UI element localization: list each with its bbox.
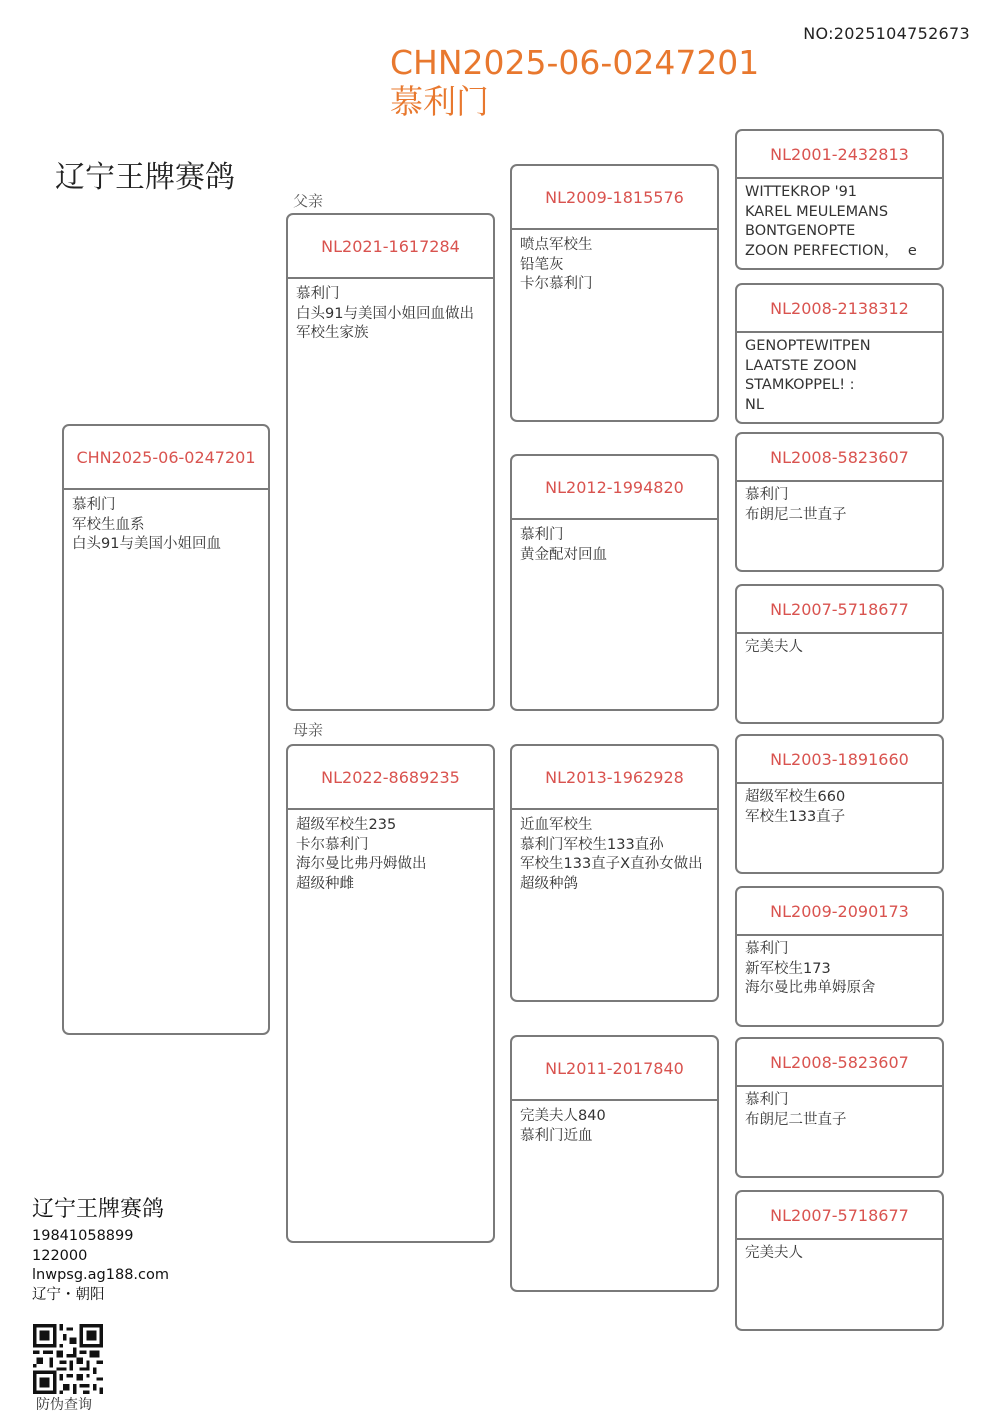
great-grandparent-notes: 慕利门 布朗尼二世直子: [745, 1092, 847, 1128]
loft-website[interactable]: lnwpsg.ag188.com: [32, 1267, 169, 1283]
loft-location: 辽宁・朝阳: [32, 1286, 105, 1303]
great-grandparent-ring: NL2008-2138312: [737, 285, 942, 333]
grandparent-card: [510, 454, 719, 711]
grandparent-ring: NL2011-2017840: [512, 1037, 717, 1101]
sire-label: 父亲: [293, 192, 324, 210]
sire-notes: 慕利门 白头91与美国小姐回血做出 军校生家族: [296, 286, 474, 341]
great-grandparent-card: [735, 1190, 944, 1331]
brand-title: 辽宁王牌赛鸽: [55, 160, 235, 195]
subject-card: [62, 424, 270, 1035]
great-grandparent-notes: GENOPTEWITPEN LAATSTE ZOON STAMKOPPEL! : NL: [745, 338, 871, 413]
great-grandparent-notes: WITTEKROP '91 KAREL MEULEMANS BONTGENOPTE ZOON PERFECTION， e: [745, 184, 917, 259]
great-grandparent-card: [735, 1037, 944, 1178]
great-grandparent-ring: NL2007-5718677: [737, 1192, 942, 1240]
loft-phone: 19841058899: [32, 1228, 134, 1244]
loft-postcode: 122000: [32, 1247, 88, 1264]
great-grandparent-ring: NL2009-2090173: [737, 888, 942, 936]
great-grandparent-card: [735, 584, 944, 724]
anti-counterfeit-label: 防伪查询: [36, 1397, 92, 1413]
dam-notes: 超级军校生235 卡尔慕利门 海尔曼比弗丹姆做出 超级种雌: [296, 817, 427, 892]
great-grandparent-card: [735, 734, 944, 874]
great-grandparent-ring: NL2001-2432813: [737, 131, 942, 179]
great-grandparent-card: [735, 129, 944, 270]
sire-card: [286, 213, 495, 711]
dam-card: [286, 744, 495, 1243]
loft-contact-block: [32, 1192, 169, 1305]
grandparent-notes: 完美夫人840 慕利门近血: [520, 1108, 606, 1144]
great-grandparent-ring: NL2008-5823607: [737, 1039, 942, 1087]
grandparent-notes: 慕利门 黄金配对回血: [520, 527, 607, 563]
great-grandparent-ring: NL2003-1891660: [737, 736, 942, 784]
great-grandparent-notes: 慕利门 新军校生173 海尔曼比弗单姆原舍: [745, 941, 876, 996]
grandparent-ring: NL2012-1994820: [512, 456, 717, 520]
qr-code-icon[interactable]: [33, 1324, 103, 1394]
great-grandparent-card: [735, 432, 944, 572]
great-grandparent-notes: 超级军校生660 军校生133直子: [745, 789, 846, 825]
header-pigeon-name: 慕利门: [390, 82, 489, 121]
sire-ring: NL2021-1617284: [288, 215, 493, 279]
great-grandparent-ring: NL2007-5718677: [737, 586, 942, 634]
document-number: NO:2025104752673: [803, 24, 970, 43]
great-grandparent-notes: 完美夫人: [745, 639, 803, 655]
header-ring-number: CHN2025-06-0247201: [390, 43, 760, 82]
subject-ring: CHN2025-06-0247201: [64, 426, 268, 490]
grandparent-notes: 近血军校生 慕利门军校生133直孙 军校生133直子X直孙女做出 超级种鸽: [520, 817, 703, 892]
subject-notes: 慕利门 军校生血系 白头91与美国小姐回血: [72, 497, 221, 552]
great-grandparent-notes: 慕利门 布朗尼二世直子: [745, 487, 847, 523]
loft-name: 辽宁王牌赛鸽: [32, 1197, 165, 1222]
great-grandparent-card: [735, 283, 944, 424]
grandparent-ring: NL2009-1815576: [512, 166, 717, 230]
dam-ring: NL2022-8689235: [288, 746, 493, 810]
great-grandparent-card: [735, 886, 944, 1027]
great-grandparent-ring: NL2008-5823607: [737, 434, 942, 482]
grandparent-card: [510, 744, 719, 1002]
grandparent-ring: NL2013-1962928: [512, 746, 717, 810]
grandparent-card: [510, 1035, 719, 1292]
dam-label: 母亲: [293, 721, 324, 739]
grandparent-card: [510, 164, 719, 422]
great-grandparent-notes: 完美夫人: [745, 1245, 803, 1261]
grandparent-notes: 喷点军校生 铅笔灰 卡尔慕利门: [520, 237, 593, 292]
